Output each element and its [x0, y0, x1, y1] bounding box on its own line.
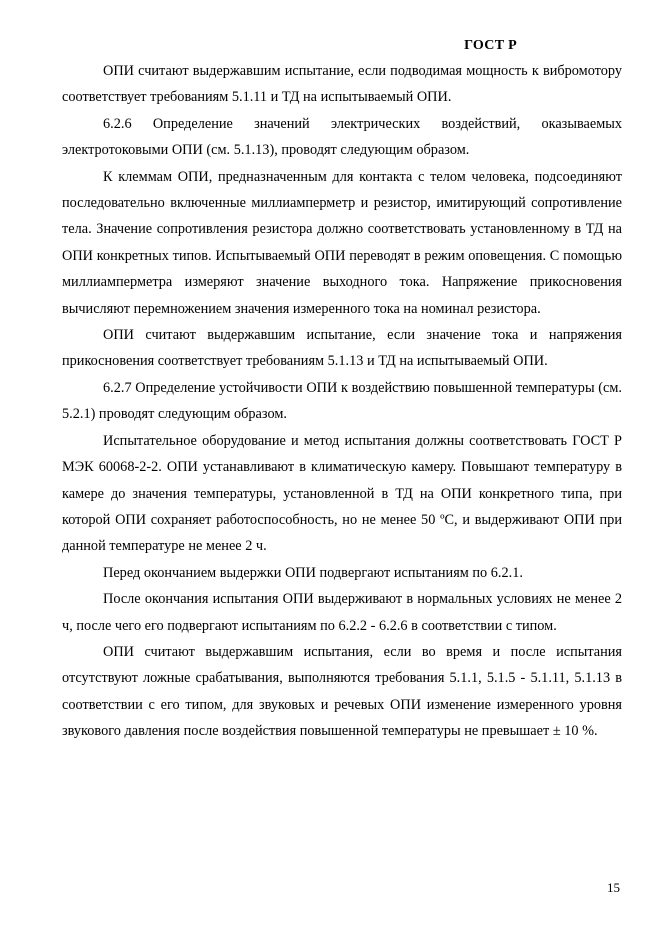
paragraph: ОПИ считают выдержавшим испытание, если значение тока и напряжения прикосновения соответствует требованиям 5.1.13 и ТД на испытываемый ОПИ. [62, 327, 622, 370]
paragraph: 6.2.7 Определение устойчивости ОПИ к воздействию повышенной температуры (см. 5.2.1) проводят следующим образом. [62, 379, 622, 423]
document-header: ГОСТ Р [464, 38, 517, 53]
paragraph: Испытательное оборудование и метод испытания должны соответствовать ГОСТ Р МЭК 60068-2-2. ОПИ устанавливают в климатическую камеру. Повышают температуру в камере до значения температуры, установленной в ТД на ОПИ конкретного типа, при которой ОПИ сохраняет работоспособность, но не менее 50 ºС, и выдерживают ОПИ при данной температуре не менее 2 ч. [62, 432, 622, 555]
paragraph: К клеммам ОПИ, предназначенным для контакта с телом человека, подсоединяют последовательно включенные миллиамперметр и резистор, имитирующий сопротивление тела. Значение сопротивления резистора должно соответствовать установленному в ТД на ОПИ конкретных типов. Испытываемый ОПИ переводят в режим оповещения. С помощью миллиамперметра измеряют значение выходного тока. Напряжение прикосновения вычисляют перемножением значения измеренного тока на номинал резистора. [62, 168, 622, 317]
document-body [62, 58, 622, 745]
paragraph: После окончания испытания ОПИ выдерживают в нормальных условиях не менее 2 ч, после чего его подвергают испытаниям по 6.2.2 - 6.2.6 в соответствии с типом. [62, 591, 622, 634]
paragraph: Перед окончанием выдержки ОПИ подвергают испытаниям по 6.2.1. [103, 564, 523, 581]
paragraph: 6.2.6 Определение значений электрических воздействий, оказываемых электротоковыми ОПИ (см. 5.1.13), проводят следующим образом. [62, 115, 622, 159]
page-number: 15 [607, 880, 620, 895]
paragraph: ОПИ считают выдержавшим испытания, если во время и после испытания отсутствуют ложные срабатывания, выполняются требования 5.1.1, 5.1.5 - 5.1.11, 5.1.13 в соответствии с его типом, для звуковых и речевых ОПИ изменение измеренного уровня звукового давления после воздействия повышенной температуры не превышает ± 10 %. [62, 643, 622, 740]
paragraph: ОПИ считают выдержавшим испытание, если подводимая мощность к вибромотору соответствует требованиям 5.1.11 и ТД на испытываемый ОПИ. [62, 63, 622, 106]
